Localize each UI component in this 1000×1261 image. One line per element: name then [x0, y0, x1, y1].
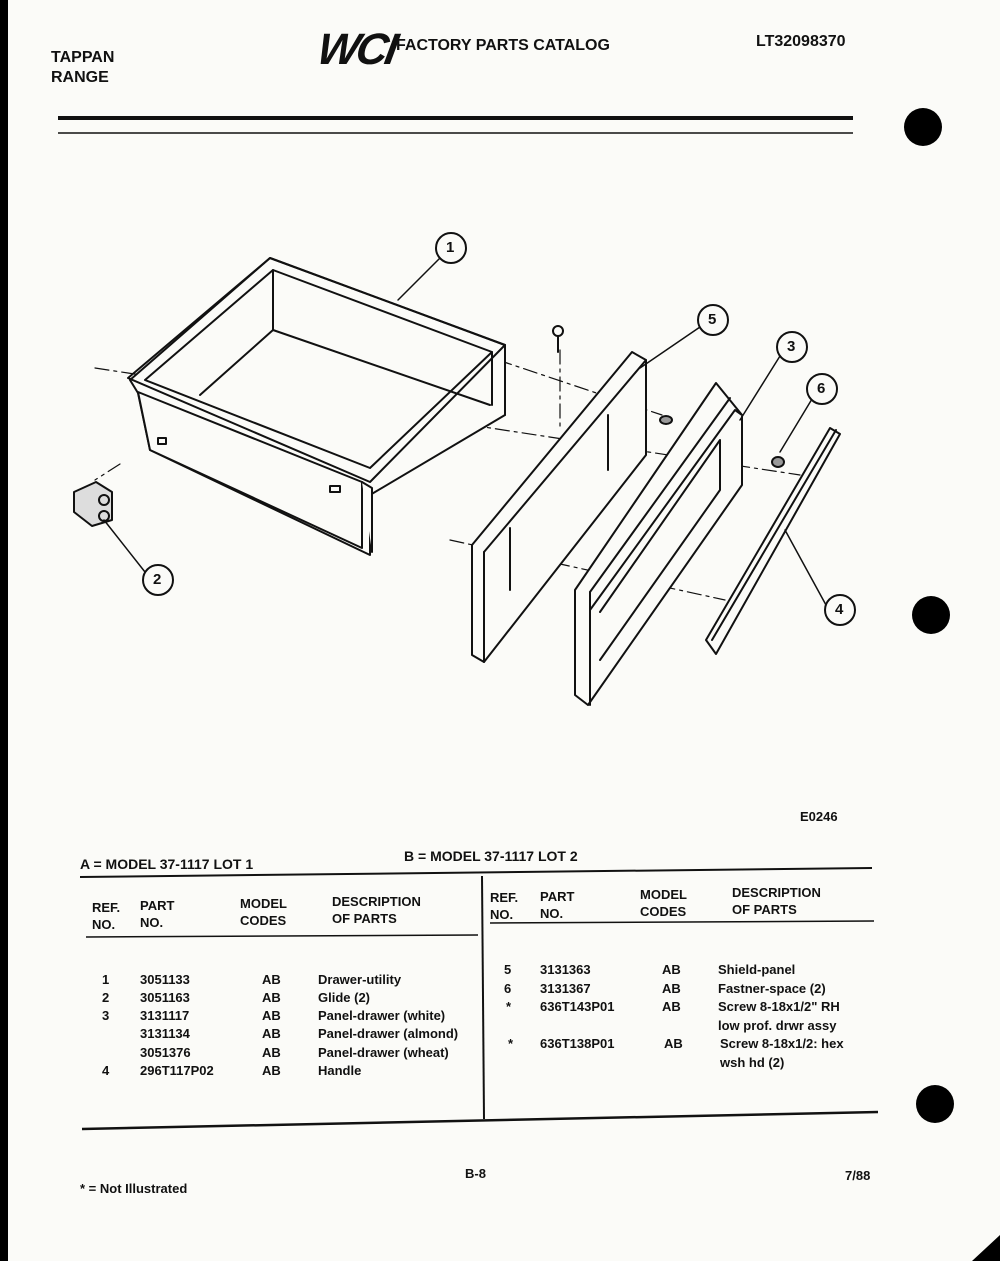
callout-label-5: 5 [708, 311, 717, 328]
description: Panel-drawer (almond) [318, 1026, 459, 1041]
ref-no: 2 [102, 990, 110, 1005]
part-no: 3131134 [140, 1026, 190, 1041]
ref-no: 1 [102, 972, 110, 987]
model-codes: AB [262, 1045, 281, 1060]
col-part-header: PART NO. [140, 898, 175, 930]
brand-name: TAPPAN [51, 49, 115, 66]
description: Panel-drawer (white) [318, 1008, 446, 1023]
col-ref-header-right: REF. NO. [490, 890, 519, 922]
product-type: RANGE [51, 69, 109, 86]
col-codes-header-right: MODEL CODES [640, 887, 687, 919]
col-codes-header: MODEL CODES [240, 896, 287, 928]
col-desc-header: DESCRIPTION OF PARTS [332, 894, 421, 926]
description: Screw 8-18x1/2" RH low prof. drwr assy [718, 999, 840, 1033]
col-ref-header: REF. NO. [92, 900, 121, 932]
wci-logo: WCI [313, 25, 399, 74]
catalog-number: LT32098370 [756, 33, 846, 50]
callout-label-3: 3 [787, 338, 796, 355]
callout-label-2: 2 [153, 571, 162, 588]
part-no: 636T138P01 [540, 1036, 615, 1051]
page-number: B-8 [465, 1166, 486, 1181]
description: Handle [318, 1063, 362, 1078]
model-codes: AB [262, 1008, 281, 1023]
description: Glide (2) [318, 990, 371, 1005]
part-no: 3051163 [140, 990, 190, 1005]
part-no: 3131117 [140, 1008, 190, 1023]
ref-no: * [508, 1036, 514, 1051]
model-codes: AB [662, 999, 681, 1014]
description: Fastner-space (2) [718, 981, 826, 996]
catalog-title: FACTORY PARTS CATALOG [396, 37, 610, 54]
model-a-heading: A = MODEL 37-1117 LOT 1 [80, 856, 254, 872]
ref-no: 6 [504, 981, 512, 996]
callout-label-6: 6 [817, 380, 826, 397]
ref-no: * [506, 999, 512, 1014]
model-codes: AB [662, 962, 681, 977]
col-part-header-right: PART NO. [540, 889, 575, 921]
description: Shield-panel [718, 962, 796, 977]
model-b-heading: B = MODEL 37-1117 LOT 2 [404, 848, 578, 864]
callout-label-1: 1 [446, 239, 455, 256]
part-no: 3051133 [140, 972, 190, 987]
description: Drawer-utility [318, 972, 402, 987]
model-codes: AB [262, 990, 281, 1005]
callout-label-4: 4 [835, 601, 844, 618]
revision-date: 7/88 [845, 1168, 871, 1183]
description: Screw 8-18x1/2: hex wsh hd (2) [720, 1036, 844, 1070]
ref-no: 4 [102, 1063, 110, 1078]
model-codes: AB [664, 1036, 683, 1051]
model-codes: AB [262, 1063, 281, 1078]
model-codes: AB [262, 1026, 281, 1041]
part-no: 296T117P02 [140, 1063, 214, 1078]
ref-no: 5 [504, 962, 512, 977]
col-desc-header-right: DESCRIPTION OF PARTS [732, 885, 821, 917]
model-codes: AB [662, 981, 681, 996]
ref-no: 3 [102, 1008, 110, 1023]
part-no: 3131367 [540, 981, 591, 996]
figure-code: E0246 [800, 809, 838, 824]
part-no: 3131363 [540, 962, 591, 977]
description: Panel-drawer (wheat) [318, 1045, 449, 1060]
part-no: 636T143P01 [540, 999, 615, 1014]
not-illustrated-note: * = Not Illustrated [80, 1181, 188, 1196]
model-codes: AB [262, 972, 281, 987]
part-no: 3051376 [140, 1045, 191, 1060]
